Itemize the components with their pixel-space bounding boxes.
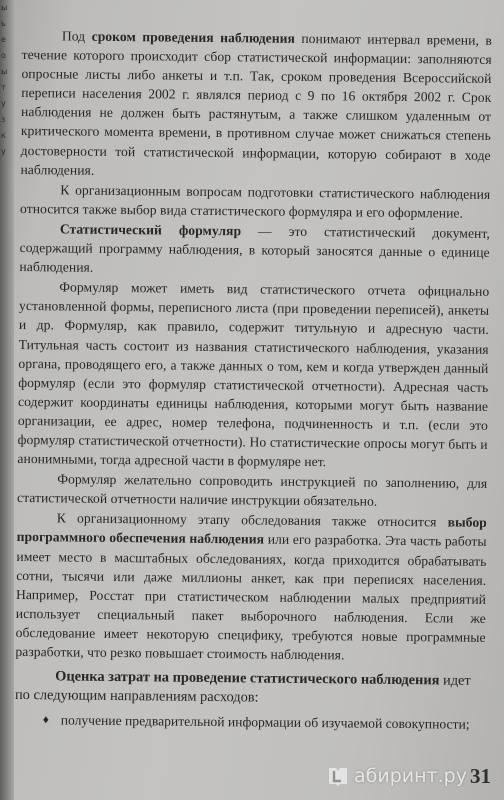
labirint-book-logo-icon: [326, 764, 350, 788]
list-item-text: получение предварительной информации об изучаемой совокупности;: [60, 712, 470, 733]
paragraph-software: [15, 508, 487, 666]
paragraph-observation-period: [20, 26, 492, 184]
diamond-bullet-icon: ♦: [42, 712, 49, 727]
adjacent-page-edge-text: ы ь е о ы т у з к у: [1, 3, 8, 156]
section-heading: Оценка затрат на проведение статистического наблюдения: [55, 668, 440, 689]
list-item: [43, 711, 485, 735]
section-heading-rest: идет по следующим направлениям расходов:: [14, 672, 471, 706]
term-statistical-form: Статистический формуляр: [59, 221, 242, 239]
paragraph-form-types: [17, 277, 489, 473]
page-number: 31: [470, 764, 491, 788]
watermark: [326, 764, 467, 788]
adjacent-page-edge: [0, 0, 14, 800]
page-text: [15, 26, 492, 734]
paragraph-statistical-form: [19, 219, 490, 281]
watermark-text: абиринт.ру: [354, 765, 467, 787]
paragraph-part: — это статистический документ, содержащий программу наблюдения, в который заносятся данные о единице наблюдения.: [19, 223, 490, 275]
paragraph-part: или его разработка. Эта часть работы имеет место в масштабных обследованиях, когда приходится обрабатывать сотни, тысячи или даже миллионы анкет, как при переписях населения. Например, Росстат при статистическом наблюдении малых предприятий использует специальный пакет выборочного наблюдения. Если же обследование имеет некоторую специфику, требуются новые программные разработки, что резко повышает стоимость наблюдения.: [15, 532, 487, 663]
paragraph-part: К организационному этапу обследования также относится: [56, 510, 448, 530]
paragraph-part: К организационным вопросам подготовки статистического наблюдения относится также выбор вида статистического формуляра и его оформление.: [20, 182, 491, 221]
paragraph-part: Формуляр может иметь вид статистического отчета официально установленной формы, переписного листа (при проведении переписей), анкеты и др. Формуляр, как правило, содержит титульную и адресную части. Титульная часть состоит из названия статистического наблюдения, указания органа, проводящего его, а также данных о том, кем и когда утвержден данный формуляр (если это формуляр статистической отчетности). Адресная часть содержит координаты единицы наблюдения, которыми могут быть название организации, ее адрес, номер телефона, подчиненность и т.п. (если это формуляр статистической отчетности). Но статистические опросы могут быть и анонимными, тогда адресной части в формуляре нет.: [17, 279, 490, 470]
paragraph-part: Под: [61, 28, 92, 44]
paragraph-part: Формуляр желательно сопроводить инструкцией по заполнению, для статистической отчетности наличие инструкции обязательно.: [16, 471, 488, 509]
paragraph-organizational-questions: [20, 180, 490, 223]
paragraph-part: понимают интервал времени, в течение которого происходит сбор статистической информации: заполняются опросные листы либо анкеты и т.п. Так, сроком проведения Всероссийской переписи населения 2002 г. являлся период с 9 по 16 октября 2002 г. Срок наблюдения не должен быть растянутым, а также слишком удаленным от критического момента времени, в противном случае может снижаться степень достоверности той статистической информации, которую собирают в ходе наблюдения.: [20, 30, 492, 178]
paragraph-instructions: [17, 469, 487, 512]
section-cost-estimation: [15, 667, 485, 710]
term-observation-period: сроком проведения наблюдения: [91, 28, 296, 46]
term-software-selection: выбор программного обеспечения наблюдения: [16, 514, 487, 548]
